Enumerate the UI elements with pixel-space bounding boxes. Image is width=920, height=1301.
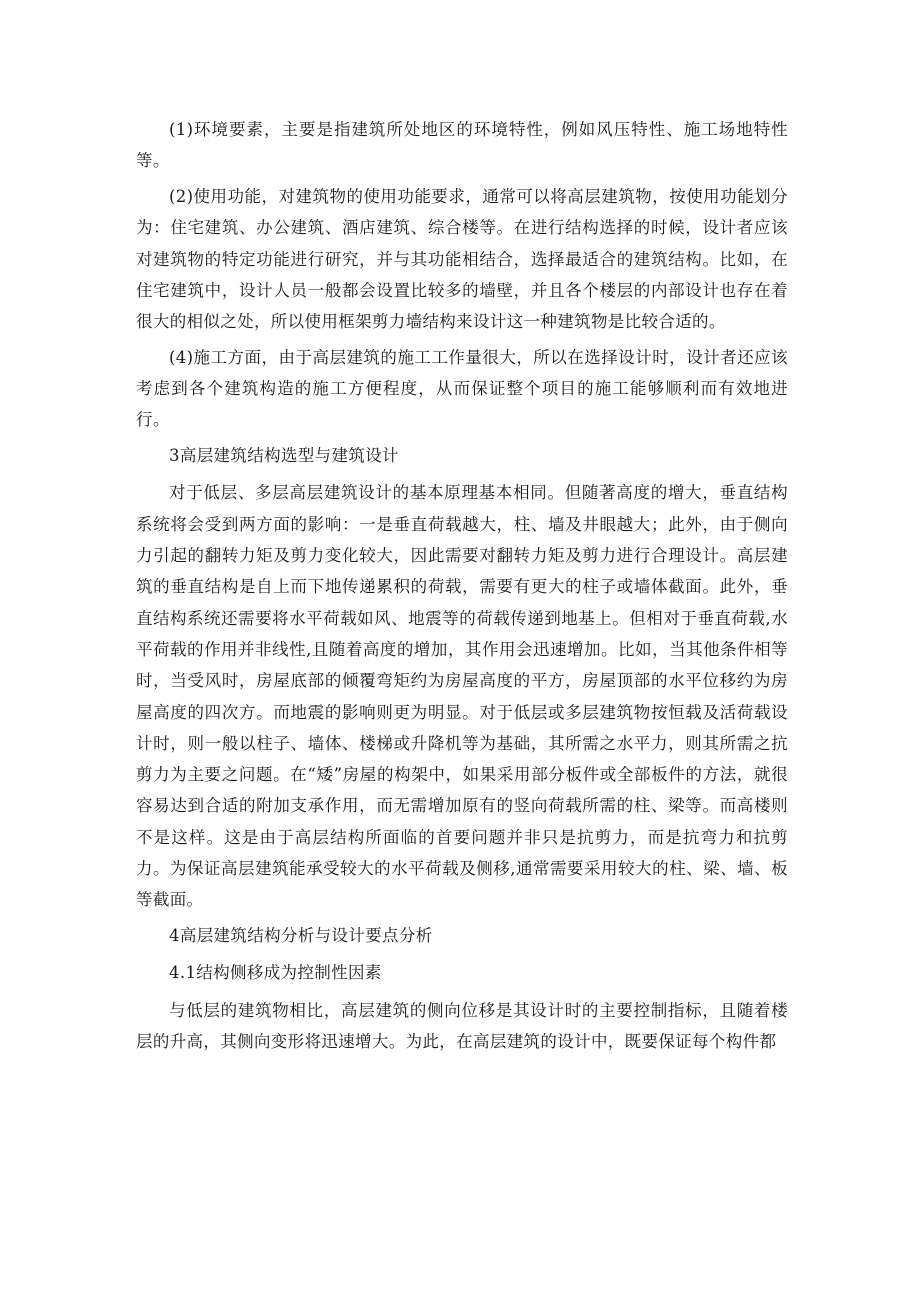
- paragraph-environment-factors: (1)环境要素，主要是指建筑所处地区的环境特性，例如风压特性、施工场地特性等。: [136, 120, 788, 171]
- paragraph-construction-aspect: (4)施工方面，由于高层建筑的施工工作量很大，所以在选择设计时，设计者还应该考虑到各个建筑构造的施工方便程度，从而保证整个项目的施工能够顺利而有效地进行。: [136, 347, 788, 430]
- section-heading-4: 4高层建筑结构分析与设计要点分析: [169, 925, 433, 945]
- subsection-heading-4-1: 4.1结构侧移成为控制性因素: [169, 963, 382, 983]
- paragraph-vertical-structure: 对于低层、多层高层建筑设计的基本原理基本相同。但随著高度的增大，垂直结构系统将会受到两方面的影响：一是垂直荷载越大，柱、墙及井眼越大；此外，由于侧向力引起的翻转力矩及剪力变化较大，因此需要对翻转力矩及剪力进行合理设计。高层建筑的垂直结构是自上而下地传递累积的荷载，需要有更大的柱子或墙体截面。此外，垂直结构系统还需要将水平荷载如风、地震等的荷载传递到地基上。但相对于垂直荷载,水平荷载的作用并非线性,且随着高度的增加，其作用会迅速增加。比如，当其他条件相等时，当受风时，房屋底部的倾覆弯矩约为房屋高度的平方，房屋顶部的水平位移约为房屋高度的四次方。而地震的影响则更为明显。对于低层或多层建筑物按恒载及活荷载设计时，则一般以柱子、墙体、楼梯或升降机等为基础，其所需之水平力，则其所需之抗剪力为主要之问题。在“矮”房屋的构架中，如果采用部分板件或全部板件的方法，就很容易达到合适的附加支承作用，而无需增加原有的竖向荷载所需的柱、梁等。而高楼则不是这样。这是由于高层结构所面临的首要问题并非只是抗剪力，而是抗弯力和抗剪力。为保证高层建筑能承受较大的水平荷载及侧移,通常需要采用较大的柱、梁、墙、板等截面。: [136, 483, 788, 910]
- paragraph-usage-function: (2)使用功能，对建筑物的使用功能要求，通常可以将高层建筑物，按使用功能划分为：住宅建筑、办公建筑、酒店建筑、综合楼等。在进行结构选择的时候，设计者应该对建筑物的特定功能进行研究，并与其功能相结合，选择最适合的建筑结构。比如，在住宅建筑中，设计人员一般都会设置比较多的墙壁，并且各个楼层的内部设计也存在着很大的相似之处，所以使用框架剪力墙结构来设计这一种建筑物是比较合适的。: [136, 186, 788, 332]
- section-heading-3: 3高层建筑结构选型与建筑设计: [169, 446, 399, 466]
- paragraph-lateral-displacement: 与低层的建筑物相比，高层建筑的侧向位移是其设计时的主要控制指标，且随着楼层的升高，其侧向变形将迅速增大。为此，在高层建筑的设计中，既要保证每个构件都: [136, 1000, 788, 1051]
- document-page: [136, 114, 788, 1062]
